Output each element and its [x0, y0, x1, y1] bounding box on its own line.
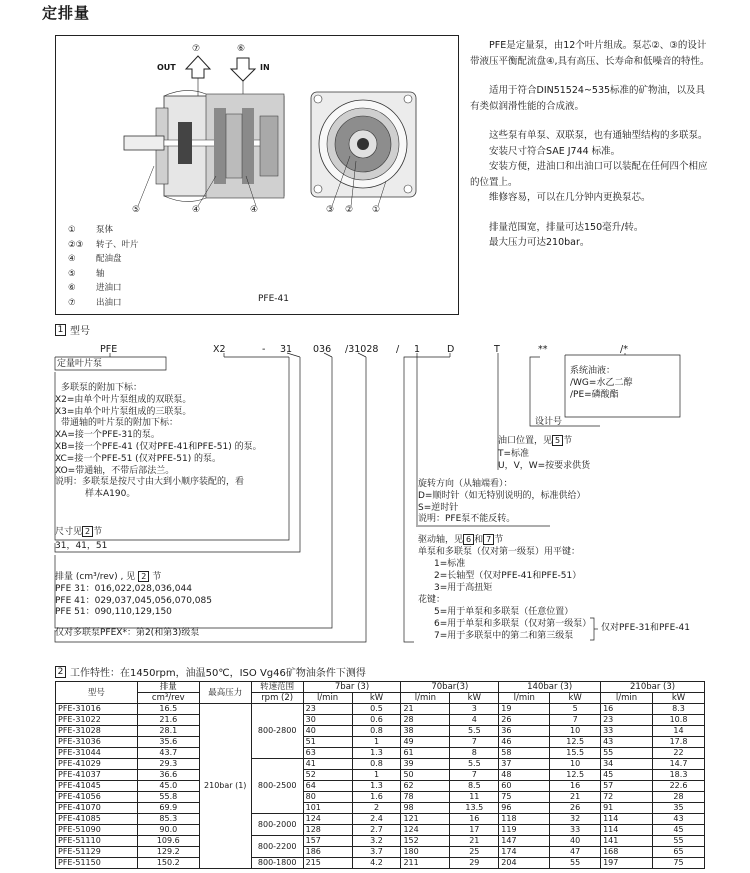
rot-line: 旋转方向（从轴端看）： — [418, 479, 513, 489]
table-cell: 78 — [401, 792, 450, 803]
table-cell: 23 — [601, 715, 653, 726]
table-cell: 168 — [601, 847, 653, 858]
table-cell: 128 — [303, 825, 352, 836]
table-cell: PFE-51110 — [56, 836, 138, 847]
table-cell: 180 — [401, 847, 450, 858]
table-cell: 90.0 — [137, 825, 199, 836]
note-line: 多联泵的附加下标： — [61, 383, 143, 393]
table-cell: 60 — [499, 781, 550, 792]
table-cell: PFE-31028 — [56, 726, 138, 737]
legend-item: ⑦ 出油口 — [68, 297, 122, 308]
table-cell: 2.7 — [352, 825, 401, 836]
section-number: 1 — [55, 324, 66, 336]
table-cell: 210bar (1) — [199, 704, 251, 869]
label-4b: ④ — [250, 205, 259, 215]
seal-options — [570, 365, 632, 401]
size-note: 尺寸见 2 节 — [55, 527, 103, 537]
table-cell: 16 — [601, 704, 653, 715]
table-cell: 26 — [550, 803, 601, 814]
table-cell: 52 — [303, 770, 352, 781]
table-cell: 19 — [499, 704, 550, 715]
table-cell: 35 — [653, 803, 705, 814]
table-cell: PFE-41056 — [56, 792, 138, 803]
port-uvw: U，V，W=按要求供货 — [498, 461, 591, 471]
note-line: X3=由单个叶片泵组成的三联泵。 — [55, 406, 192, 417]
table-cell: 48 — [499, 770, 550, 781]
table-cell: 109.6 — [137, 836, 199, 847]
table-cell: 8 — [450, 748, 499, 759]
note-line: XA=接一个PFE-31的泵。 — [55, 430, 160, 441]
table-cell: 35.6 — [137, 737, 199, 748]
table-cell: 64 — [303, 781, 352, 792]
table-cell: 186 — [303, 847, 352, 858]
table-cell: 124 — [401, 825, 450, 836]
table-cell: 5.5 — [450, 759, 499, 770]
performance-table — [55, 681, 705, 869]
table-cell: 55 — [653, 836, 705, 847]
table-cell: 49 — [401, 737, 450, 748]
table-row — [56, 704, 705, 715]
table-cell: 800-2800 — [251, 704, 303, 759]
drive-options — [418, 546, 591, 642]
table-cell: 3 — [450, 704, 499, 715]
disp-line: PFE 51：090,110,129,150 — [55, 607, 172, 617]
rot-line: S=逆时针 — [418, 502, 459, 513]
table-cell: 0.8 — [352, 759, 401, 770]
table-cell: PFE-31044 — [56, 748, 138, 759]
drive-line: 5=用于单泵和多联泵（任意位置） — [434, 607, 574, 617]
label-3: ③ — [326, 205, 335, 215]
table-cell: 12.5 — [550, 770, 601, 781]
code-x2: X2 — [213, 344, 226, 355]
table-cell: 37 — [499, 759, 550, 770]
table-cell: 61 — [401, 748, 450, 759]
table-cell: 8.3 — [653, 704, 705, 715]
label-1: ① — [372, 205, 381, 215]
col-lmin: l/min — [401, 693, 450, 704]
col-p7: 7bar (3) — [303, 682, 401, 693]
table-cell: 150.2 — [137, 858, 199, 869]
table-cell: 10 — [550, 726, 601, 737]
table-cell: 40 — [303, 726, 352, 737]
col-kw: kW — [352, 693, 401, 704]
note-line: X2=由单个叶片泵组成的双联泵。 — [55, 394, 192, 405]
table-cell: PFE-31036 — [56, 737, 138, 748]
table-cell: 800-1800 — [251, 858, 303, 869]
table-cell: 47 — [550, 847, 601, 858]
label-6: ⑥ — [237, 44, 246, 54]
table-cell: 1 — [352, 770, 401, 781]
code-slash-star: /* — [620, 344, 628, 355]
figure-caption: PFE-41 — [258, 294, 289, 304]
table-cell: 65 — [653, 847, 705, 858]
table-cell: 152 — [401, 836, 450, 847]
table-cell: 21 — [550, 792, 601, 803]
drive-line: 7=用于多联泵中的第二和第三级泵 — [434, 631, 574, 641]
performance-table-body — [56, 704, 705, 869]
table-cell: 29 — [450, 858, 499, 869]
disp-line: PFE 31：016,022,028,036,044 — [55, 584, 192, 594]
table-row — [56, 792, 705, 803]
col-speed: 转速范围 — [251, 682, 303, 693]
col-kw: kW — [450, 693, 499, 704]
table-cell: 800-2000 — [251, 814, 303, 836]
table-cell: 28 — [401, 715, 450, 726]
code-t: T — [494, 344, 500, 355]
col-speed-unit: rpm (2) — [251, 693, 303, 704]
table-cell: PFE-51150 — [56, 858, 138, 869]
table-cell: 28 — [653, 792, 705, 803]
table-cell: 80 — [303, 792, 352, 803]
table-cell: 57 — [601, 781, 653, 792]
table-cell: 16 — [450, 814, 499, 825]
table-cell: 45 — [601, 770, 653, 781]
col-kw: kW — [550, 693, 601, 704]
table-cell: 23 — [303, 704, 352, 715]
table-cell: 69.9 — [137, 803, 199, 814]
displacement-note: 排量 (cm³/rev) , 见 2 节 — [55, 572, 162, 582]
col-kw: kW — [653, 693, 705, 704]
col-pmax: 最高压力 — [199, 682, 251, 704]
table-cell: 21.6 — [137, 715, 199, 726]
table-cell: 62 — [401, 781, 450, 792]
col-p210: 210bar (3) — [601, 682, 705, 693]
disp-line: PFE 41：029,037,045,056,070,085 — [55, 595, 212, 606]
table-cell: 119 — [499, 825, 550, 836]
design-number: 设计号 — [535, 417, 563, 427]
table-cell: 129.2 — [137, 847, 199, 858]
table-row — [56, 847, 705, 858]
seal-line: /WG=水乙二醇 — [570, 378, 633, 388]
rot-line: 说明：PFE泵不能反转。 — [418, 514, 516, 525]
table-row — [56, 825, 705, 836]
table-cell: 39 — [401, 759, 450, 770]
table-cell: 1.3 — [352, 781, 401, 792]
desc-para: 适用于符合DIN51524~535标准的矿物油，以及具有类似润滑性能的合成液。 — [470, 85, 706, 112]
table-cell: 45 — [653, 825, 705, 836]
table-cell: 43 — [653, 814, 705, 825]
table-row — [56, 715, 705, 726]
table-cell: 41 — [303, 759, 352, 770]
table-cell: 12.5 — [550, 737, 601, 748]
out-label: OUT — [157, 63, 176, 72]
note-line: XC=接一个PFE-51 (仅对PFE-51) 的泵。 — [55, 453, 222, 464]
table-cell: 43 — [601, 737, 653, 748]
drive-line: 1=标准 — [434, 559, 466, 569]
table-cell: 800-2200 — [251, 836, 303, 858]
table-cell: 124 — [303, 814, 352, 825]
table-cell: 5 — [550, 704, 601, 715]
code-31028: /31028 — [345, 344, 379, 355]
table-cell: 101 — [303, 803, 352, 814]
col-p140: 140bar (3) — [499, 682, 601, 693]
table-cell: PFE-41070 — [56, 803, 138, 814]
drive-line: 2=长轴型（仅对PFE-41和PFE-51） — [434, 571, 582, 581]
pfe-label: 定量叶片泵 — [57, 359, 103, 369]
table-cell: 55.8 — [137, 792, 199, 803]
table-cell: 118 — [499, 814, 550, 825]
table-cell: 1.6 — [352, 792, 401, 803]
desc-para: 安装方便，进油口和出油口可以装配在任何四个相应的位置上。 — [470, 161, 708, 188]
rot-line: D=顺时针（如无特别说明的，标准供给） — [418, 490, 586, 501]
table-cell: 0.6 — [352, 715, 401, 726]
legend-item: ① 泵体 — [68, 225, 114, 235]
table-cell: PFE-41029 — [56, 759, 138, 770]
table-cell: 91 — [601, 803, 653, 814]
legend-item: ⑤ 轴 — [68, 268, 105, 279]
table-cell: 4 — [450, 715, 499, 726]
note-line: XB=接一个PFE-41 (仅对PFE-41和PFE-51) 的泵。 — [55, 441, 262, 452]
multi-only-note: 仅对多联泵PFEX*：第2(和第3)级泵 — [55, 628, 200, 638]
table-row — [56, 858, 705, 869]
col-p70: 70bar(3) — [401, 682, 499, 693]
table-cell: 157 — [303, 836, 352, 847]
drive-line: 3=用于高扭矩 — [434, 583, 493, 593]
table-cell: 50 — [401, 770, 450, 781]
desc-para: 维修容易，可以在几分钟内更换泵芯。 — [489, 192, 651, 203]
table-cell: 141 — [601, 836, 653, 847]
desc-para: 排量范围宽，排量可达150毫升/转。 — [489, 221, 644, 233]
table-cell: 25 — [450, 847, 499, 858]
table-cell: 7 — [450, 770, 499, 781]
note-line: 说明：多联泵是按尺寸由大到小顺序装配的，看 — [55, 477, 245, 488]
legend-item: ④ 配油盘 — [68, 254, 122, 264]
table-cell: 36 — [499, 726, 550, 737]
legend-item: ⑥ 进油口 — [68, 283, 122, 293]
table-cell: 204 — [499, 858, 550, 869]
in-label: IN — [260, 63, 270, 72]
table-cell: 15.5 — [550, 748, 601, 759]
desc-para: 这些泵有单泵、双联泵，也有通轴型结构的多联泵。 — [489, 130, 708, 141]
note-line: 带通轴的叶片泵的附加下标： — [61, 418, 179, 429]
table-cell: 10.8 — [653, 715, 705, 726]
port-t: T=标准 — [498, 449, 530, 459]
col-lmin: l/min — [601, 693, 653, 704]
table-cell: 30 — [303, 715, 352, 726]
col-disp-unit: cm³/rev — [137, 693, 199, 704]
table-cell: 33 — [601, 726, 653, 737]
col-disp: 排量 — [137, 682, 199, 693]
code-stars: ** — [538, 344, 548, 355]
table-cell: 197 — [601, 858, 653, 869]
table-cell: 5.5 — [450, 726, 499, 737]
table-cell: 55 — [601, 748, 653, 759]
table-row — [56, 803, 705, 814]
table-cell: 40 — [550, 836, 601, 847]
table-cell: 58 — [499, 748, 550, 759]
table-cell: 1 — [352, 737, 401, 748]
table-cell: 114 — [601, 814, 653, 825]
table-cell: 72 — [601, 792, 653, 803]
col-model: 型号 — [56, 682, 138, 704]
table-cell: 45.0 — [137, 781, 199, 792]
table-cell: 13.5 — [450, 803, 499, 814]
table-cell: 29.3 — [137, 759, 199, 770]
table-cell: 14 — [653, 726, 705, 737]
table-cell: 36.6 — [137, 770, 199, 781]
table-cell: 33 — [550, 825, 601, 836]
section-title: 工作特性：在1450rpm，油温50℃，ISO Vg46矿物油条件下测得 — [70, 668, 366, 679]
table-cell: PFE-41037 — [56, 770, 138, 781]
table-cell: 18.3 — [653, 770, 705, 781]
legend-item: ②③ 转子、叶片 — [68, 239, 139, 250]
desc-para: PFE是定量泵，由12个叶片组成。泵芯②、③的设计带液压平衡配流盘④,具有高压、长寿命和低噪音的特性。 — [470, 40, 710, 67]
table-cell: 98 — [401, 803, 450, 814]
drive-only-note: 仅对PFE-31和PFE-41 — [601, 623, 690, 633]
table-cell: 38 — [401, 726, 450, 737]
section-number: 2 — [55, 666, 66, 678]
table-cell: 46 — [499, 737, 550, 748]
table-cell: 63 — [303, 748, 352, 759]
label-2: ② — [345, 205, 354, 215]
drive-line: 6=用于单泵和多联泵（仅对第一级泵） — [434, 619, 592, 629]
seal-line: 系统油液： — [570, 366, 616, 376]
code-d: D — [447, 344, 455, 355]
multi-pump-notes — [55, 383, 262, 501]
table-cell: 3.2 — [352, 836, 401, 847]
section-title: 型号 — [70, 326, 90, 337]
table-cell: 21 — [450, 836, 499, 847]
size-values: 31，41，51 — [55, 541, 108, 551]
port-note: 油口位置，见 5 节 — [498, 436, 573, 446]
table-cell: PFE-51090 — [56, 825, 138, 836]
note-line: XO=带通轴，不带后部法兰。 — [55, 465, 175, 476]
table-cell: 85.3 — [137, 814, 199, 825]
table-cell: 43.7 — [137, 748, 199, 759]
table-cell: 7 — [550, 715, 601, 726]
table-cell: PFE-41085 — [56, 814, 138, 825]
table-cell: 8.5 — [450, 781, 499, 792]
table-cell: 34 — [601, 759, 653, 770]
table-cell: 17.8 — [653, 737, 705, 748]
table-cell: 7 — [450, 737, 499, 748]
table-cell: 2 — [352, 803, 401, 814]
table-cell: 215 — [303, 858, 352, 869]
table-cell: 26 — [499, 715, 550, 726]
table-cell: 22.6 — [653, 781, 705, 792]
code-dash: - — [262, 344, 266, 355]
table-cell: 114 — [601, 825, 653, 836]
table-cell: 14.7 — [653, 759, 705, 770]
table-cell: 174 — [499, 847, 550, 858]
table-cell: PFE-41045 — [56, 781, 138, 792]
table-cell: 4.2 — [352, 858, 401, 869]
col-lmin: l/min — [499, 693, 550, 704]
table-cell: 0.8 — [352, 726, 401, 737]
label-4a: ④ — [192, 205, 201, 215]
table-row — [56, 759, 705, 770]
table-cell: PFE-51129 — [56, 847, 138, 858]
table-cell: 21 — [401, 704, 450, 715]
table-cell: 121 — [401, 814, 450, 825]
table-cell: 3.7 — [352, 847, 401, 858]
table-cell: 17 — [450, 825, 499, 836]
desc-para: 最大压力可达210bar。 — [489, 237, 590, 248]
table-row — [56, 770, 705, 781]
col-lmin: l/min — [303, 693, 352, 704]
rotation-notes — [418, 479, 585, 526]
table-cell: 22 — [653, 748, 705, 759]
page-title: 定排量 — [42, 4, 91, 22]
code-1: 1 — [414, 344, 421, 355]
label-7: ⑦ — [192, 44, 201, 54]
drive-note: 驱动轴，见 6 和 7 节 — [418, 535, 504, 545]
table-row — [56, 836, 705, 847]
section2-heading — [55, 664, 366, 679]
label-5: ⑤ — [132, 205, 141, 215]
table-cell: PFE-31016 — [56, 704, 138, 715]
table-cell: 16 — [550, 781, 601, 792]
table-row — [56, 737, 705, 748]
code-pfe: PFE — [100, 344, 118, 355]
table-row — [56, 814, 705, 825]
table-cell: 11 — [450, 792, 499, 803]
table-cell: 800-2500 — [251, 759, 303, 814]
table-cell: 75 — [499, 792, 550, 803]
table-cell: 16.5 — [137, 704, 199, 715]
table-cell: 96 — [499, 803, 550, 814]
table-cell: PFE-31022 — [56, 715, 138, 726]
table-cell: 1.3 — [352, 748, 401, 759]
desc-para: 安装尺寸符合SAE J744 标准。 — [489, 145, 621, 157]
table-cell: 2.4 — [352, 814, 401, 825]
table-cell: 55 — [550, 858, 601, 869]
table-cell: 10 — [550, 759, 601, 770]
drive-line: 单泵和多联泵（仅对第一级泵）用平键： — [418, 547, 581, 557]
table-cell: 51 — [303, 737, 352, 748]
seal-line: /PE=磷酸酯 — [570, 390, 619, 400]
code-31: 31 — [280, 344, 293, 355]
note-line: 样本A190。 — [85, 489, 136, 500]
table-cell: 211 — [401, 858, 450, 869]
table-row — [56, 726, 705, 737]
table-cell: 75 — [653, 858, 705, 869]
code-036: 036 — [313, 344, 332, 355]
drive-line: 花键： — [418, 595, 446, 605]
table-row — [56, 748, 705, 759]
code-slash: / — [396, 344, 400, 355]
table-cell: 0.5 — [352, 704, 401, 715]
displacement-list — [55, 584, 212, 619]
table-row — [56, 781, 705, 792]
table-cell: 28.1 — [137, 726, 199, 737]
table-cell: 147 — [499, 836, 550, 847]
table-cell: 32 — [550, 814, 601, 825]
